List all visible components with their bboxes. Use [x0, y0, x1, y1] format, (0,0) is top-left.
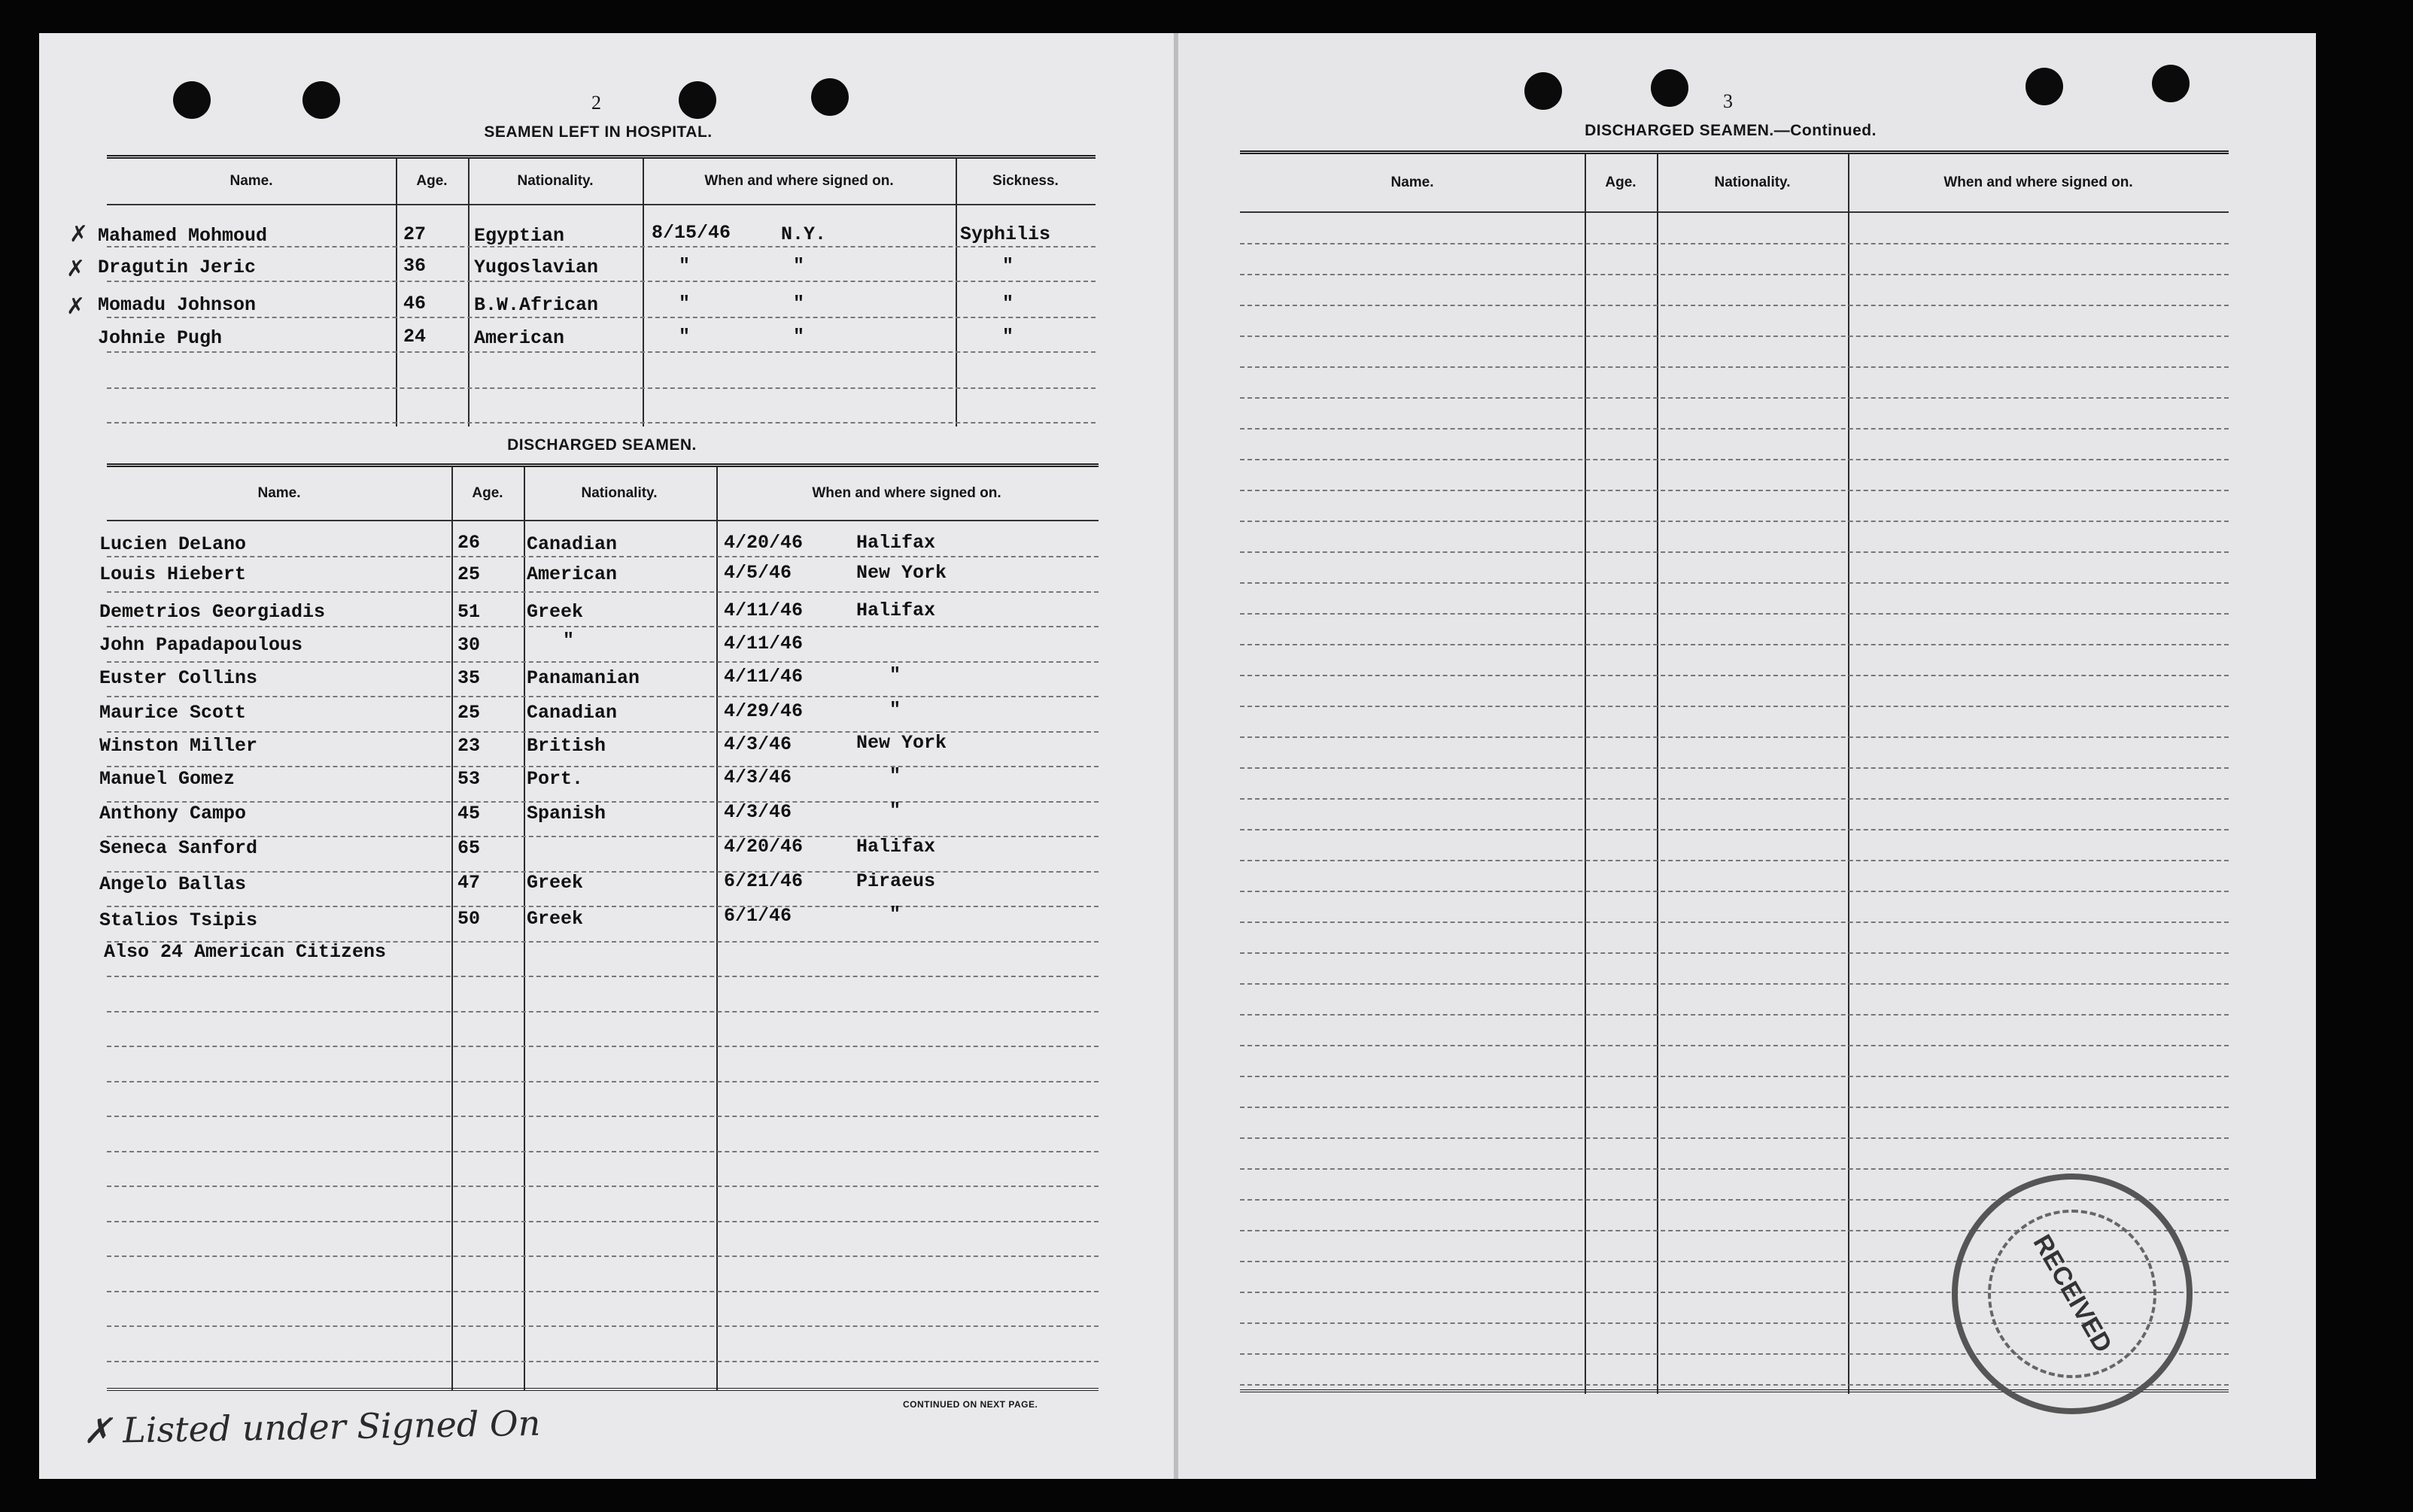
punch-hole	[811, 78, 849, 116]
row-line	[107, 422, 1096, 424]
signed-on-date: 4/3/46	[724, 733, 792, 755]
discharged-continued-heading: DISCHARGED SEAMEN.—Continued.	[1585, 122, 1877, 139]
row-line	[1240, 706, 2229, 707]
seaman-name: Winston Miller	[99, 735, 258, 757]
row-line	[107, 281, 1096, 282]
signed-on-date: "	[679, 293, 691, 314]
row-line	[1240, 613, 2229, 615]
col-header-sickness: Sickness.	[992, 173, 1059, 189]
row-line	[1240, 428, 2229, 430]
seaman-age: 45	[457, 803, 481, 824]
seaman-name: Maurice Scott	[99, 702, 247, 724]
row-line	[107, 1291, 1099, 1292]
check-mark: ✗	[66, 256, 86, 282]
row-line	[1240, 1107, 2229, 1108]
col-header-name: Name.	[1390, 175, 1434, 190]
seaman-age: 25	[457, 563, 481, 585]
seaman-nationality: Greek	[527, 872, 584, 894]
stamp-label: RECEIVED	[2027, 1229, 2118, 1358]
row-line	[107, 1325, 1099, 1327]
seaman-nationality: Egyptian	[474, 225, 565, 247]
row-line	[107, 1221, 1099, 1222]
seaman-name: Demetrios Georgiadis	[99, 601, 326, 623]
signed-on-date: 6/21/46	[724, 870, 804, 892]
column-divider	[643, 159, 644, 427]
row-line	[1240, 1168, 2229, 1170]
seaman-nationality: Canadian	[527, 533, 618, 555]
seaman-name: Euster Collins	[99, 667, 258, 689]
signed-on-place: New York	[856, 562, 947, 584]
seaman-nationality: Canadian	[527, 702, 618, 724]
col-header-age: Age.	[416, 173, 448, 189]
row-line	[107, 1011, 1099, 1013]
column-divider	[524, 467, 525, 1391]
column-divider	[451, 467, 453, 1391]
row-line	[107, 976, 1099, 977]
page-fold	[1174, 33, 1178, 1479]
punch-hole	[2026, 68, 2063, 105]
col-header-name: Name.	[257, 485, 301, 501]
row-line	[1240, 952, 2229, 954]
seaman-age: 53	[457, 768, 481, 790]
received-stamp	[1952, 1173, 2193, 1414]
row-line	[1240, 644, 2229, 645]
row-line	[107, 1046, 1099, 1047]
column-divider	[1657, 154, 1658, 1394]
signed-on-place: Halifax	[856, 532, 936, 554]
row-line	[1240, 521, 2229, 522]
row-line	[1240, 366, 2229, 368]
signed-on-date: 4/29/46	[724, 700, 804, 722]
row-line	[107, 591, 1099, 593]
col-header-nationality: Nationality.	[517, 173, 594, 189]
row-line	[107, 556, 1099, 557]
row-line	[107, 1151, 1099, 1152]
signed-on-date: "	[679, 326, 691, 348]
punch-hole	[1524, 72, 1562, 110]
sickness: "	[1002, 255, 1014, 277]
page-number-left: 2	[591, 92, 601, 114]
row-line	[1240, 983, 2229, 985]
column-divider	[956, 159, 957, 427]
signed-on-place: "	[889, 800, 901, 821]
row-line	[1240, 582, 2229, 584]
row-line	[107, 1255, 1099, 1257]
seaman-name: Manuel Gomez	[99, 768, 236, 790]
seaman-name: Dragutin Jeric	[98, 257, 257, 278]
col-header-age: Age.	[472, 485, 503, 501]
seaman-name: John Papadapoulous	[99, 634, 303, 656]
row-line	[1240, 305, 2229, 306]
row-line	[107, 661, 1099, 663]
col-header-nationality: Nationality.	[581, 485, 658, 501]
seaman-age: 46	[403, 293, 427, 314]
punch-hole	[2152, 65, 2190, 102]
column-divider	[468, 159, 470, 427]
signed-on-date: "	[679, 255, 691, 277]
seaman-name: Momadu Johnson	[98, 294, 257, 316]
signed-on-place: "	[793, 293, 805, 314]
continued-note: CONTINUED ON NEXT PAGE.	[903, 1399, 1038, 1410]
row-line	[1240, 1137, 2229, 1139]
seaman-age: 25	[457, 702, 481, 724]
signed-on-place: "	[793, 326, 805, 348]
signed-on-place: Halifax	[856, 600, 936, 621]
column-divider	[1585, 154, 1586, 1394]
punch-hole	[302, 81, 340, 119]
seaman-nationality: Greek	[527, 908, 584, 930]
row-line	[107, 1186, 1099, 1187]
row-line	[107, 387, 1096, 389]
column-divider	[396, 159, 397, 427]
sickness: "	[1002, 326, 1014, 348]
row-line	[1240, 798, 2229, 800]
seaman-age: 36	[403, 255, 427, 277]
row-line	[1240, 675, 2229, 676]
seaman-name: Johnie Pugh	[98, 327, 223, 349]
signed-on-date: 4/20/46	[724, 532, 804, 554]
row-line	[107, 626, 1099, 627]
check-mark: ✗	[66, 293, 86, 320]
punch-hole	[1651, 69, 1688, 107]
row-line	[107, 731, 1099, 733]
row-line	[1240, 490, 2229, 491]
seaman-nationality: Port.	[527, 768, 584, 790]
seaman-age: 27	[403, 223, 427, 245]
seaman-age: 47	[457, 872, 481, 894]
row-line	[1240, 397, 2229, 399]
discharged-table	[99, 463, 1099, 1391]
seaman-nationality: British	[527, 735, 606, 757]
signed-on-place: "	[793, 255, 805, 277]
seaman-age: 23	[457, 735, 481, 757]
punch-hole	[173, 81, 211, 119]
sickness: Syphilis	[960, 223, 1051, 245]
seaman-name: Stalios Tsipis	[99, 909, 258, 931]
seaman-age: 26	[457, 532, 481, 554]
handwritten-note: ✗ Listed under Signed On	[82, 1402, 541, 1452]
row-line	[107, 1116, 1099, 1117]
signed-on-place: Piraeus	[856, 870, 936, 892]
row-line	[107, 1361, 1099, 1362]
seaman-age: 65	[457, 837, 481, 859]
row-line	[1240, 335, 2229, 337]
row-line	[1240, 1045, 2229, 1046]
seaman-age: 24	[403, 326, 427, 348]
signed-on-date: 4/5/46	[724, 562, 792, 584]
row-line	[1240, 736, 2229, 738]
continued-table-header	[1240, 154, 2229, 213]
seaman-name: Angelo Ballas	[99, 873, 247, 895]
seaman-nationality: American	[527, 563, 618, 585]
seaman-age: 50	[457, 908, 481, 930]
seaman-age: 30	[457, 634, 481, 656]
seaman-name: Anthony Campo	[99, 803, 247, 824]
seaman-nationality: Yugoslavian	[474, 257, 599, 278]
seaman-nationality: B.W.African	[474, 294, 599, 316]
row-line	[1240, 551, 2229, 553]
seaman-name: Louis Hiebert	[99, 563, 247, 585]
seaman-age: 35	[457, 667, 481, 689]
signed-on-place: "	[889, 699, 901, 721]
seaman-nationality: Spanish	[527, 803, 606, 824]
col-header-signed-on: When and where signed on.	[812, 485, 1001, 501]
seaman-nationality: "	[563, 630, 575, 651]
hospital-heading: SEAMEN LEFT IN HOSPITAL.	[484, 123, 713, 141]
col-header-age: Age.	[1605, 175, 1637, 190]
discharged-table-header	[107, 467, 1099, 521]
hospital-table	[98, 155, 1096, 427]
seaman-name: Lucien DeLano	[99, 533, 247, 555]
signed-on-date: 4/3/46	[724, 801, 792, 823]
row-line	[107, 766, 1099, 767]
seaman-nationality: Greek	[527, 601, 584, 623]
row-line	[1240, 829, 2229, 830]
signed-on-date: 4/20/46	[724, 836, 804, 858]
col-header-nationality: Nationality.	[1714, 175, 1791, 190]
signed-on-place: New York	[856, 732, 947, 754]
column-divider	[716, 467, 718, 1391]
row-line	[107, 696, 1099, 697]
row-line	[1240, 860, 2229, 861]
punch-hole	[679, 81, 716, 119]
seaman-nationality: American	[474, 327, 565, 349]
row-line	[1240, 1014, 2229, 1016]
col-header-signed-on: When and where signed on.	[704, 173, 894, 189]
seaman-age: 51	[457, 601, 481, 623]
row-line	[1240, 274, 2229, 275]
row-line	[1240, 459, 2229, 460]
sickness: "	[1002, 293, 1014, 314]
row-line	[1240, 921, 2229, 923]
seaman-nationality: Panamanian	[527, 667, 640, 689]
signed-on-date: 6/1/46	[724, 905, 792, 927]
row-line	[1240, 891, 2229, 892]
table-bottom-rule	[107, 1388, 1099, 1391]
row-line	[1240, 1076, 2229, 1077]
row-line	[107, 871, 1099, 873]
signed-on-place: "	[889, 903, 901, 925]
signed-on-place: Halifax	[856, 836, 936, 858]
row-line	[107, 317, 1096, 318]
row-line	[1240, 767, 2229, 769]
signed-on-date: 4/11/46	[724, 600, 804, 621]
signed-on-place: "	[889, 664, 901, 686]
hospital-table-header	[107, 159, 1096, 205]
col-header-name: Name.	[229, 173, 273, 189]
page-number-right: 3	[1723, 90, 1733, 112]
check-mark: ✗	[69, 221, 89, 247]
column-divider	[1848, 154, 1849, 1394]
row-line	[107, 351, 1096, 353]
signed-on-place: N.Y.	[781, 223, 827, 245]
signed-on-date: 4/11/46	[724, 666, 804, 688]
col-header-signed-on: When and where signed on.	[1943, 175, 2133, 190]
row-line	[1240, 243, 2229, 244]
signed-on-date: 8/15/46	[652, 222, 731, 244]
row-line	[107, 1081, 1099, 1082]
signed-on-date: 4/11/46	[724, 633, 804, 654]
seaman-name: Also 24 American Citizens	[104, 941, 387, 963]
row-line	[107, 906, 1099, 907]
signed-on-date: 4/3/46	[724, 767, 792, 788]
discharged-heading: DISCHARGED SEAMEN.	[507, 436, 697, 454]
seaman-name: Mahamed Mohmoud	[98, 225, 268, 247]
signed-on-place: "	[889, 765, 901, 787]
seaman-name: Seneca Sanford	[99, 837, 258, 859]
